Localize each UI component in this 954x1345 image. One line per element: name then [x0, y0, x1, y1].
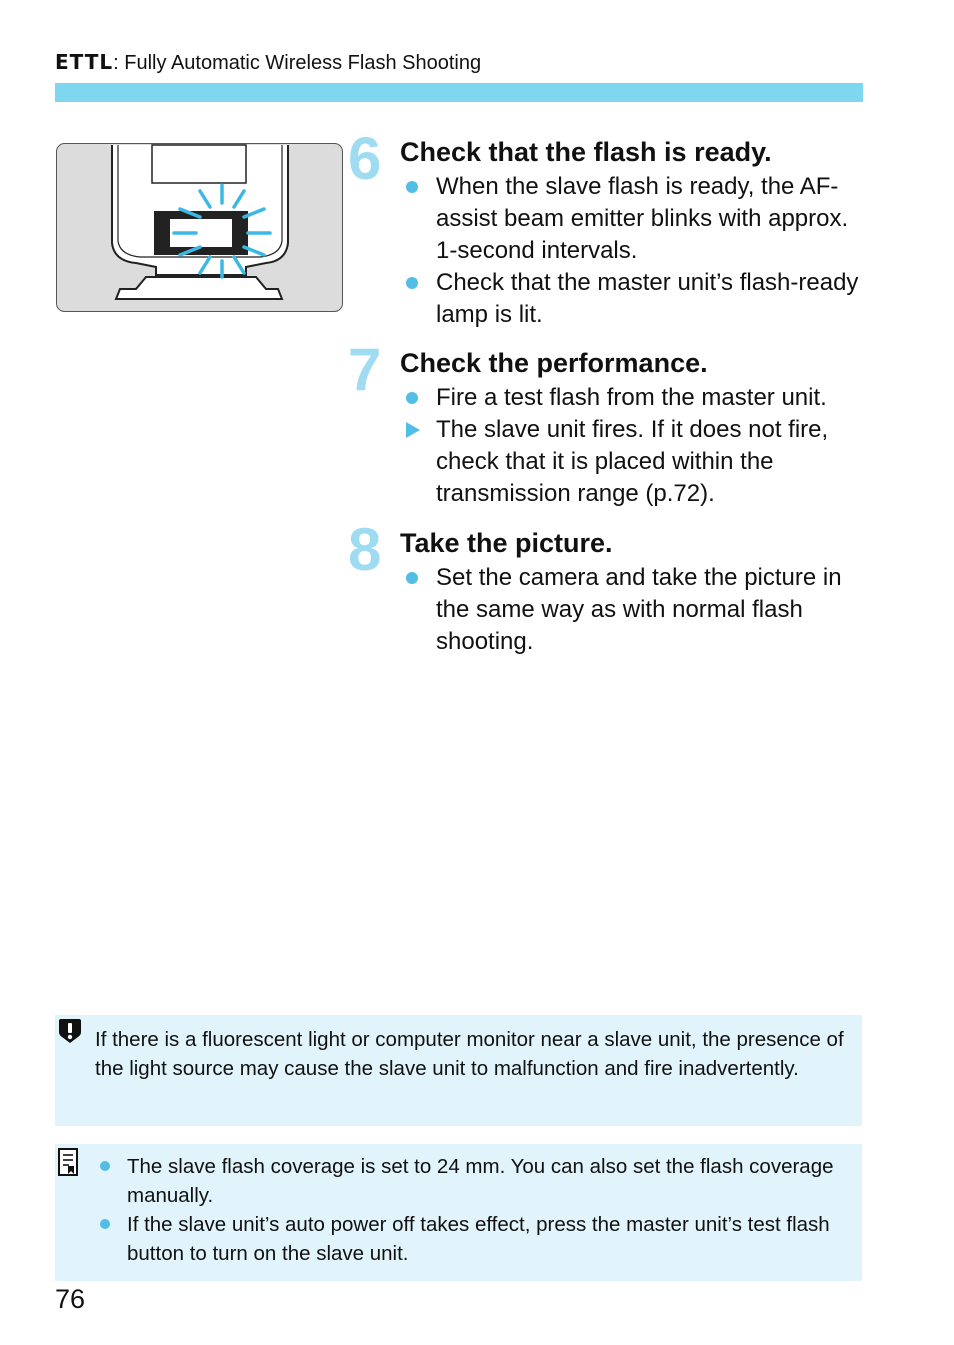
list-item: [400, 382, 870, 414]
step-items: [400, 562, 870, 658]
note-box: [55, 1144, 862, 1281]
note-list: [97, 1152, 852, 1268]
list-item: [400, 414, 870, 510]
step-items: [400, 382, 870, 510]
list-item: [400, 171, 870, 267]
header-bar: [55, 83, 863, 102]
note-text: If the slave unit’s auto power off takes effect, press the master unit’s test flash button to turn on the slave unit.: [127, 1213, 830, 1265]
step-number: 7: [348, 336, 382, 403]
item-text: Fire a test flash from the master unit.: [436, 384, 827, 411]
item-text: Set the camera and take the picture in the same way as with normal flash shooting.: [436, 564, 842, 655]
page-number: 76: [55, 1284, 86, 1314]
step-title: Check the performance.: [400, 348, 708, 378]
list-item: [400, 267, 870, 331]
caution-box: [55, 1015, 862, 1126]
list-item: [97, 1210, 852, 1268]
slave-flash-blinking-illustration: [56, 143, 343, 312]
step-title: Check that the flash is ready.: [400, 137, 772, 167]
header-title: : Fully Automatic Wireless Flash Shooting: [113, 52, 482, 74]
caution-icon: [57, 1018, 83, 1044]
item-text: Check that the master unit’s flash-ready lamp is lit.: [436, 269, 859, 328]
step-title: Take the picture.: [400, 528, 613, 558]
page-header: [55, 50, 481, 75]
bullet-dot-icon: [404, 171, 424, 203]
bullet-dot-icon: [404, 562, 424, 594]
list-item: [400, 562, 870, 658]
caution-text: If there is a fluorescent light or computer monitor near a slave unit, the presence of the light source may cause the slave unit to malfunction and fire inadvertently.: [95, 1028, 844, 1080]
item-text: When the slave flash is ready, the AF-assist beam emitter blinks with approx. 1-second intervals.: [436, 173, 849, 264]
item-text: The slave unit fires. If it does not fire, check that it is placed within the transmission range (p.72).: [436, 416, 829, 507]
bullet-dot-icon: [404, 267, 424, 299]
note-icon: [57, 1146, 81, 1178]
step-number: 8: [348, 516, 382, 583]
ettl-mode-label: ETTL: [55, 50, 114, 74]
bullet-dot-icon: [97, 1152, 113, 1181]
step-items: [400, 171, 870, 331]
list-item: [97, 1152, 852, 1210]
note-text: The slave flash coverage is set to 24 mm. You can also set the flash coverage manually.: [127, 1155, 834, 1207]
bullet-dot-icon: [97, 1210, 113, 1239]
step-number: 6: [348, 125, 382, 192]
result-arrow-icon: [404, 414, 424, 446]
bullet-dot-icon: [404, 382, 424, 414]
